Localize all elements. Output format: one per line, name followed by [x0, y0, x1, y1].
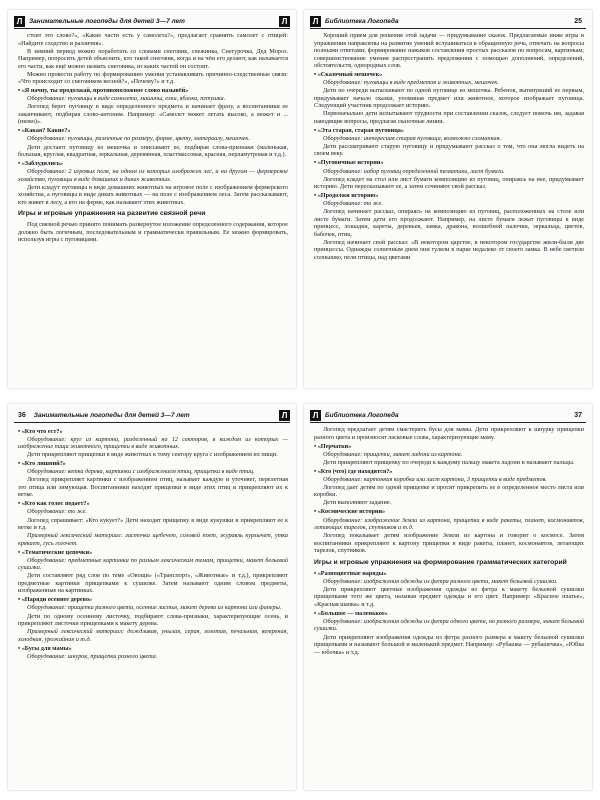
page-body: [314, 426, 584, 784]
section-heading: Игры и игровые упражнения на развитие связной речи: [18, 210, 206, 218]
page-header: [14, 409, 290, 423]
page-header: [310, 409, 586, 423]
book-page-right-top: [304, 10, 592, 388]
running-title: Занимательные логопеды для детей 3—7 лет: [29, 18, 185, 25]
equipment-note: Оборудование: изображения одежды из фетра одного цвета, но разного размера, макет бельевой сушилки.: [314, 617, 584, 633]
game-title: • «Космические истории»: [314, 508, 386, 516]
paragraph: стоит это слово?», «Какие части есть у самолета?», предлагает сравнить самолет с птицей: «Найдите сходство и различия».: [18, 32, 288, 47]
paragraph: Дети кладут пуговицы в виде домашних животных на игровое поле с изображением фермерского хозяйства, а пуговицы в виде диких животных — на поле с изображением леса. Затем рассказывают, кто живет в лесу, а кто на ферме, как называют этих животных.: [18, 183, 288, 206]
paragraph: Дети прикрепляют прищепку по очереди к каждому пальцу макета ладони и называют пальцы.: [323, 458, 575, 466]
game-title: • «Перчатки»: [314, 442, 352, 450]
page-number: 37: [574, 412, 582, 419]
section-heading: Игры и игровые упражнения на формирование грамматических категорий: [314, 558, 567, 566]
paragraph: Логопед начинает свой рассказ: «В некотором царстве, в некотором государстве жили-были две принцессы. Однажды солнечным днем они гуляли в парке недалеко от своего замка. В небе светило солнышко, пели птицы, над цветами: [314, 238, 584, 261]
paragraph: Логопед начинает рассказ, опираясь на композицию из пуговиц, расположенных на столе или листе бумаги. Затем дети его продолжают. Например, на листе бумаги лежат пуговицы в виде принцесс, лошадки, кареты, деревьев, замка, дракона, волшебной палочки, зеркальца, цветов, бабочек, птиц.: [314, 208, 584, 238]
paragraph: Логопед кладет на стол или лист бумаги композицию из пуговиц, опираясь на нее, придумывает историю. Дети пересказывают ее, а затем сочиняют свой рассказ.: [314, 175, 584, 191]
series-logo-icon: Л: [310, 16, 321, 27]
equipment-note: Оборудование: изображение Земли из картона, прищепки в виде ракеты, планет, космонавтов, летающих тарелок, спутников и т.д.: [314, 516, 584, 532]
equipment-note: Оборудование: интересная старая пуговица, возможно сломанная.: [323, 134, 502, 142]
game-title: • «Какая? Какие?»: [18, 127, 71, 135]
series-logo-icon: Л: [279, 410, 290, 421]
paragraph: Логопед дает детям по одной прищепке и просит прикрепить ее в определенное место листа или коробки.: [314, 483, 584, 499]
equipment-note: Оборудование: пуговицы, различные по размеру, форме, цвету, материалу, мешочек.: [27, 135, 250, 143]
game-title: • «Бусы для мамы»: [18, 644, 72, 652]
game-title: • «Кто лишний?»: [18, 460, 66, 468]
game-title: • «Кто что ест?»: [18, 427, 63, 435]
page-body: [314, 32, 584, 382]
game-title: • «Наряди осеннее дерево»: [18, 596, 93, 604]
paragraph: Логопед показывает детям изображение Земли из картона и говорит о космосе. Затем воспитанники прикрепляют к картону прищепки в виде ракеты, планет, космонавтов, летающих тарелок, спутников.: [314, 532, 584, 555]
game-title: • «Кто (что) где находится?»: [314, 467, 393, 475]
equipment-note: Оборудование: ветка дерева, картинки с изображением птиц, прищепки в виде птиц.: [27, 468, 255, 476]
equipment-note: Оборудование: изображения одежды из фетра разного цвета, макет бельевой сушилки.: [323, 577, 558, 585]
equipment-note: Оборудование: пуговицы в виде предметов и животных, мешочек.: [323, 79, 499, 87]
paragraph: Логопед прикрепляет картинки с изображением птиц, называет каждую и уточняет, перелетная это птица или зимующая. Воспитанники находят прищепки в виде этих птиц и прикрепляют их к ветке.: [18, 476, 288, 499]
page-header: [14, 15, 290, 29]
paragraph: Дети прикрепляют цветные изображения одежды из фетра к макету бельевой сушилки прищепками того же цвета, называя предмет одежды и его цвет. Например: «Красное платье», «Красная шапка» и т.д.: [314, 585, 584, 608]
game-title: • «Сказочный мешочек»: [314, 71, 383, 78]
book-page-left-top: [8, 10, 296, 388]
equipment-note: Оборудование: пуговицы в виде самолета, машины, елки, яблока, петушка.: [27, 95, 226, 103]
page-body: [18, 426, 288, 784]
running-title: Библиотека Логопеда: [325, 18, 399, 25]
equipment-note: Оборудование: круг из картона, разделенный на 12 секторов, в каждом из которых — изображение пищи животного, прищепки в виде животных.: [18, 435, 288, 451]
series-logo-icon: Л: [279, 16, 290, 27]
game-title: • «Продолжи историю»: [314, 192, 379, 200]
paragraph: Можно провести работу по формированию умения устанавливать причинно-следственные связи: «Что происходит со снеговиком весной?», «Почему?» и т.д.: [18, 70, 288, 86]
equipment-note: Оборудование: то же.: [27, 508, 87, 516]
book-page-left-bottom: [8, 404, 296, 790]
book-page-right-bottom: [304, 404, 592, 790]
paragraph: Дети по очереди вытаскивают по одной пуговице из мешочка. Ребенок, вытянувший ее первым, придумывает начало сказки, упоминая предмет или животное, которое изображает пуговица. Следующий участник продолжает историю.: [314, 87, 584, 110]
paragraph: Хороший прием для решения этой задачи — придумывание сказок. Предлагаемые ниже игры и упражнения направлены на развитие умений вслушиваться в обращенную речь, отвечать на вопросы полными ответами; формирование навыков составления простых рассказов по вопросам, картинкам; совершенствование умения распространять предложения с помощью дополнений, определений, обстоятельств, однородных слов.: [314, 32, 584, 69]
equipment-note: Оборудование: прищепки, макет ладони из картона.: [323, 450, 463, 458]
game-title: • «Эта старая, старая пуговица»: [314, 126, 404, 134]
game-title: • «Заблудились»: [18, 160, 64, 168]
paragraph: Под связной речью принято понимать развернутое изложение определенного содержания, которое должно быть логичным, последовательным и грамматически правильным. Ее можно формировать, используя игры с пуговицами.: [18, 221, 288, 244]
paragraph: Дети прикрепляют изображения одежды из фетра разного размера к макету бельевой сушилки прищепками и называют большой и маленький предмет. Например: «Рубашка — рубашечка», «Юбка — юбочка» и т.д.: [314, 633, 584, 656]
game-title: • «Тематические цепочки»: [18, 548, 93, 556]
paragraph: Логопед берет пуговицу в виде определенного предмета и начинает фразу, а воспитанники ее заканчивают, подбирая слово-антоним. Например: «Самолет может летать высоко, а может и ... (низко)».: [18, 103, 288, 126]
series-logo-icon: Л: [14, 16, 25, 27]
game-title: • «Я начну, ты продолжай, противоположное слово назывёй»: [18, 87, 189, 95]
paragraph: Дети прикрепляют прищепки в виде животных к тому сектору круга с изображением их пищи.: [27, 451, 278, 459]
equipment-note: Оборудование: набор пуговиц определенной тематики, лист бумаги.: [323, 167, 505, 175]
paragraph: Дети достают пуговицу из мешочка и описывают ее, подбирая слова-признаки (маленькая, большая, круглая, квадратная, зеркальная, деревянная, пластмассовая, красная, перламутровая и т.д.).: [18, 143, 288, 159]
equipment-note: Оборудование: то же.: [323, 200, 383, 208]
page-number: 36: [18, 412, 26, 419]
equipment-note: Оборудование: предметные картинки по разным лексическим темам, прищепки, макет бельевой сушилки.: [18, 556, 288, 572]
paragraph: Первоначально дети испытывают трудности при составлении сказок, следует помочь им, задавая наводящие вопросы, предлагая сказочные линии.: [314, 110, 584, 125]
game-title: • «Большое — маленькое»: [314, 609, 388, 617]
game-title: • «Разноцветные наряды»: [314, 569, 387, 577]
game-title: • «Кто как голос подает?»: [18, 500, 90, 508]
running-title: Занимательные логопеды для детей 3—7 лет: [33, 412, 190, 419]
page-body: [18, 32, 288, 382]
equipment-note: Оборудование: картонная коробка или лист картона, 3 прищепки в виде предметов.: [323, 475, 547, 483]
equipment-note: Примерный лексический материал: дождливая, унылая, серая, золотая, печальная, ветреная, холодная, урожайная и т.д.: [18, 628, 288, 643]
equipment-note: Оборудование: 2 игровых поля, на одном из которых изображен лес, а на другом — фермерское хозяйство, пуговицы в виде домашних и диких животных.: [18, 168, 288, 183]
paragraph: Дети выполняют задание.: [323, 499, 392, 507]
equipment-note: Примерный лексический материал: ласточка щебечет, соловей поет, журавль курлычет, утка крякает, гусь гогочет.: [18, 532, 288, 547]
paragraph: Дети по одному осеннему листочку, подбирают слова-признаки, характеризующие осень, и прикрепляют листочки прищепками к макету дерева.: [18, 612, 288, 628]
series-logo-icon: Л: [310, 410, 321, 421]
running-title: Библиотека Логопеда: [325, 412, 399, 419]
paragraph: Дети составляют ряд слов по теме «Овощи» («Транспорт», «Животные» и т.д.), прикрепляют предметные картинки прищепками к сушилке. Затем называют одним словом предметы, изображенные на картинках.: [18, 572, 288, 595]
paragraph: Логопед спрашивает: «Кто кукует?» Дети находят прищепку в виде кукушки и прикрепляют ее к ветке и т.д.: [18, 516, 288, 532]
page-number: 25: [574, 18, 582, 25]
paragraph: Дети рассматривают старую пуговицу и придумывают рассказ о том, что она могла видеть на своем веку.: [314, 142, 584, 158]
equipment-note: Оборудование: прищепки разного цвета, осенние листья, макет дерева из картона или фанеры.: [27, 604, 282, 612]
page-header: [310, 15, 586, 29]
paragraph: Логопед предлагает детям смастерить бусы для мамы. Дети прикрепляют к шнурку прищепки разного цвета и произносят ласковые слова, характеризующие маму.: [314, 426, 584, 441]
paragraph: В зимний период можно поработать со словами снеговик, снежинка, Снегурочка, Дед Мороз. Например, попросить детей объяснить, кто такой снеговик, когда и на чём его делают, как называется его части, как ещё можно назвать снеговика, из каких частей он состоит.: [18, 47, 288, 70]
equipment-note: Оборудование: шнурок, прищепки разного цвета.: [27, 652, 158, 660]
game-title: • «Пуговичные истории»: [314, 159, 384, 167]
